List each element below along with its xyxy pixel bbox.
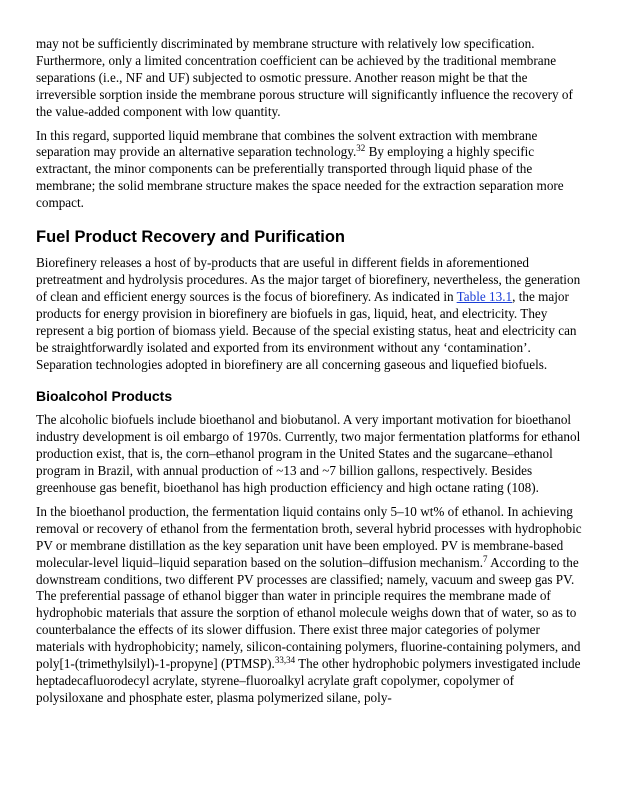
table-13-1-link[interactable]: Table 13.1 xyxy=(456,288,513,304)
paragraph-text: According to the downstream conditions, two different PV processes are classified; namely, vacuum and sweep gas PV. The preferential passage of ethanol bigger than water in principle requires the membrane made of hydrophobic materials that assure the sorption of ethanol molecule weighs down that of water, so as to counterbalance the effects of its slower diffusion. There exist three major categories of polymer materials with hydrophobicity; namely, silicon-containing polymers, fluorine-containing polymers, and poly[1-(trimethylsilyl)-1-propyne] (PTMSP). xyxy=(36,554,581,672)
section-heading-fuel-product-recovery: Fuel Product Recovery and Purification xyxy=(36,228,345,247)
paragraph-text: , the major products for energy provision in biorefinery are biofuels in gas, liquid, heat, and electricity. They represent a big portion of biomass yield. Because of the special existing status, heat and electricity can be straightforwardly isolated and exported from its environment without any ‘contamination’. Separation technologies adopted in biorefinery are all concerning gaseous and liquefied biofuels. xyxy=(36,288,577,372)
paragraph-text: By employing a highly specific extractant, the minor components can be preferentially transported through liquid phase of the membrane; the solid membrane structure makes the space needed for the extraction separation more compact. xyxy=(36,144,564,211)
paragraph-intro-continued: may not be sufficiently discriminated by membrane structure with relatively low specification. Furthermore, only a limited concentration coefficient can be achieved by the traditional membrane separations (i.e., NF and UF) subjected to osmotic pressure. Another reason might be that the irreversible sorption inside the membrane porous structure will significantly influence the recovery of the value-added component with low quantity. xyxy=(36,36,573,119)
subsection-heading-bioalcohol-products: Bioalcohol Products xyxy=(36,388,173,405)
paragraph-text: In this regard, supported liquid membrane that combines the solvent extraction with membrane separation may provide an alternative separation technology. xyxy=(36,127,538,160)
paragraph-alcoholic-biofuels: The alcoholic biofuels include bioethanol and biobutanol. A very important motivation for bioethanol industry development is oil embargo of 1970s. Currently, two major fermentation platforms for ethanol production exist, that is, the corn–ethanol program in the United States and the sugarcane–ethanol program in Brazil, with annual production of ~13 and ~7 billion gallons, respectively. Besides greenhouse gas benefit, bioethanol has high production efficiency and high octane rating (108). xyxy=(36,412,581,496)
paragraph-bioethanol-production xyxy=(36,504,582,707)
citation-reference: 32 xyxy=(356,143,366,154)
paragraph-biorefinery xyxy=(36,255,582,373)
paragraph-text: In the bioethanol production, the fermentation liquid contains only 5–10 wt% of ethanol. In achieving removal or recovery of ethanol from the fermentation broth, several hybrid processes with hydrophobic PV or membrane distillation as the key separation unit have been employed. PV is membrane-based molecular-level liquid–liquid separation based on the solution–diffusion mechanism. xyxy=(36,503,582,570)
citation-reference: 7 xyxy=(483,553,488,564)
paragraph-text: The other hydrophobic polymers investigated include heptadecafluorodecyl acrylate, styrene–fluoroalkyl acrylate graft copolymer, copolymer of polysiloxane and phosphate ester, plasma polymerized silane, poly- xyxy=(36,656,581,705)
citation-reference: 33,34 xyxy=(274,655,296,666)
document-page xyxy=(36,36,582,714)
paragraph-supported-liquid-membrane xyxy=(36,128,582,213)
paragraph-text: Biorefinery releases a host of by-products that are useful in different fields in aforementioned pretreatment and hydrolysis procedures. As the major target of biorefinery, nevertheless, the generation of clean and efficient energy sources is the focus of biorefinery. As indicated in xyxy=(36,255,581,304)
